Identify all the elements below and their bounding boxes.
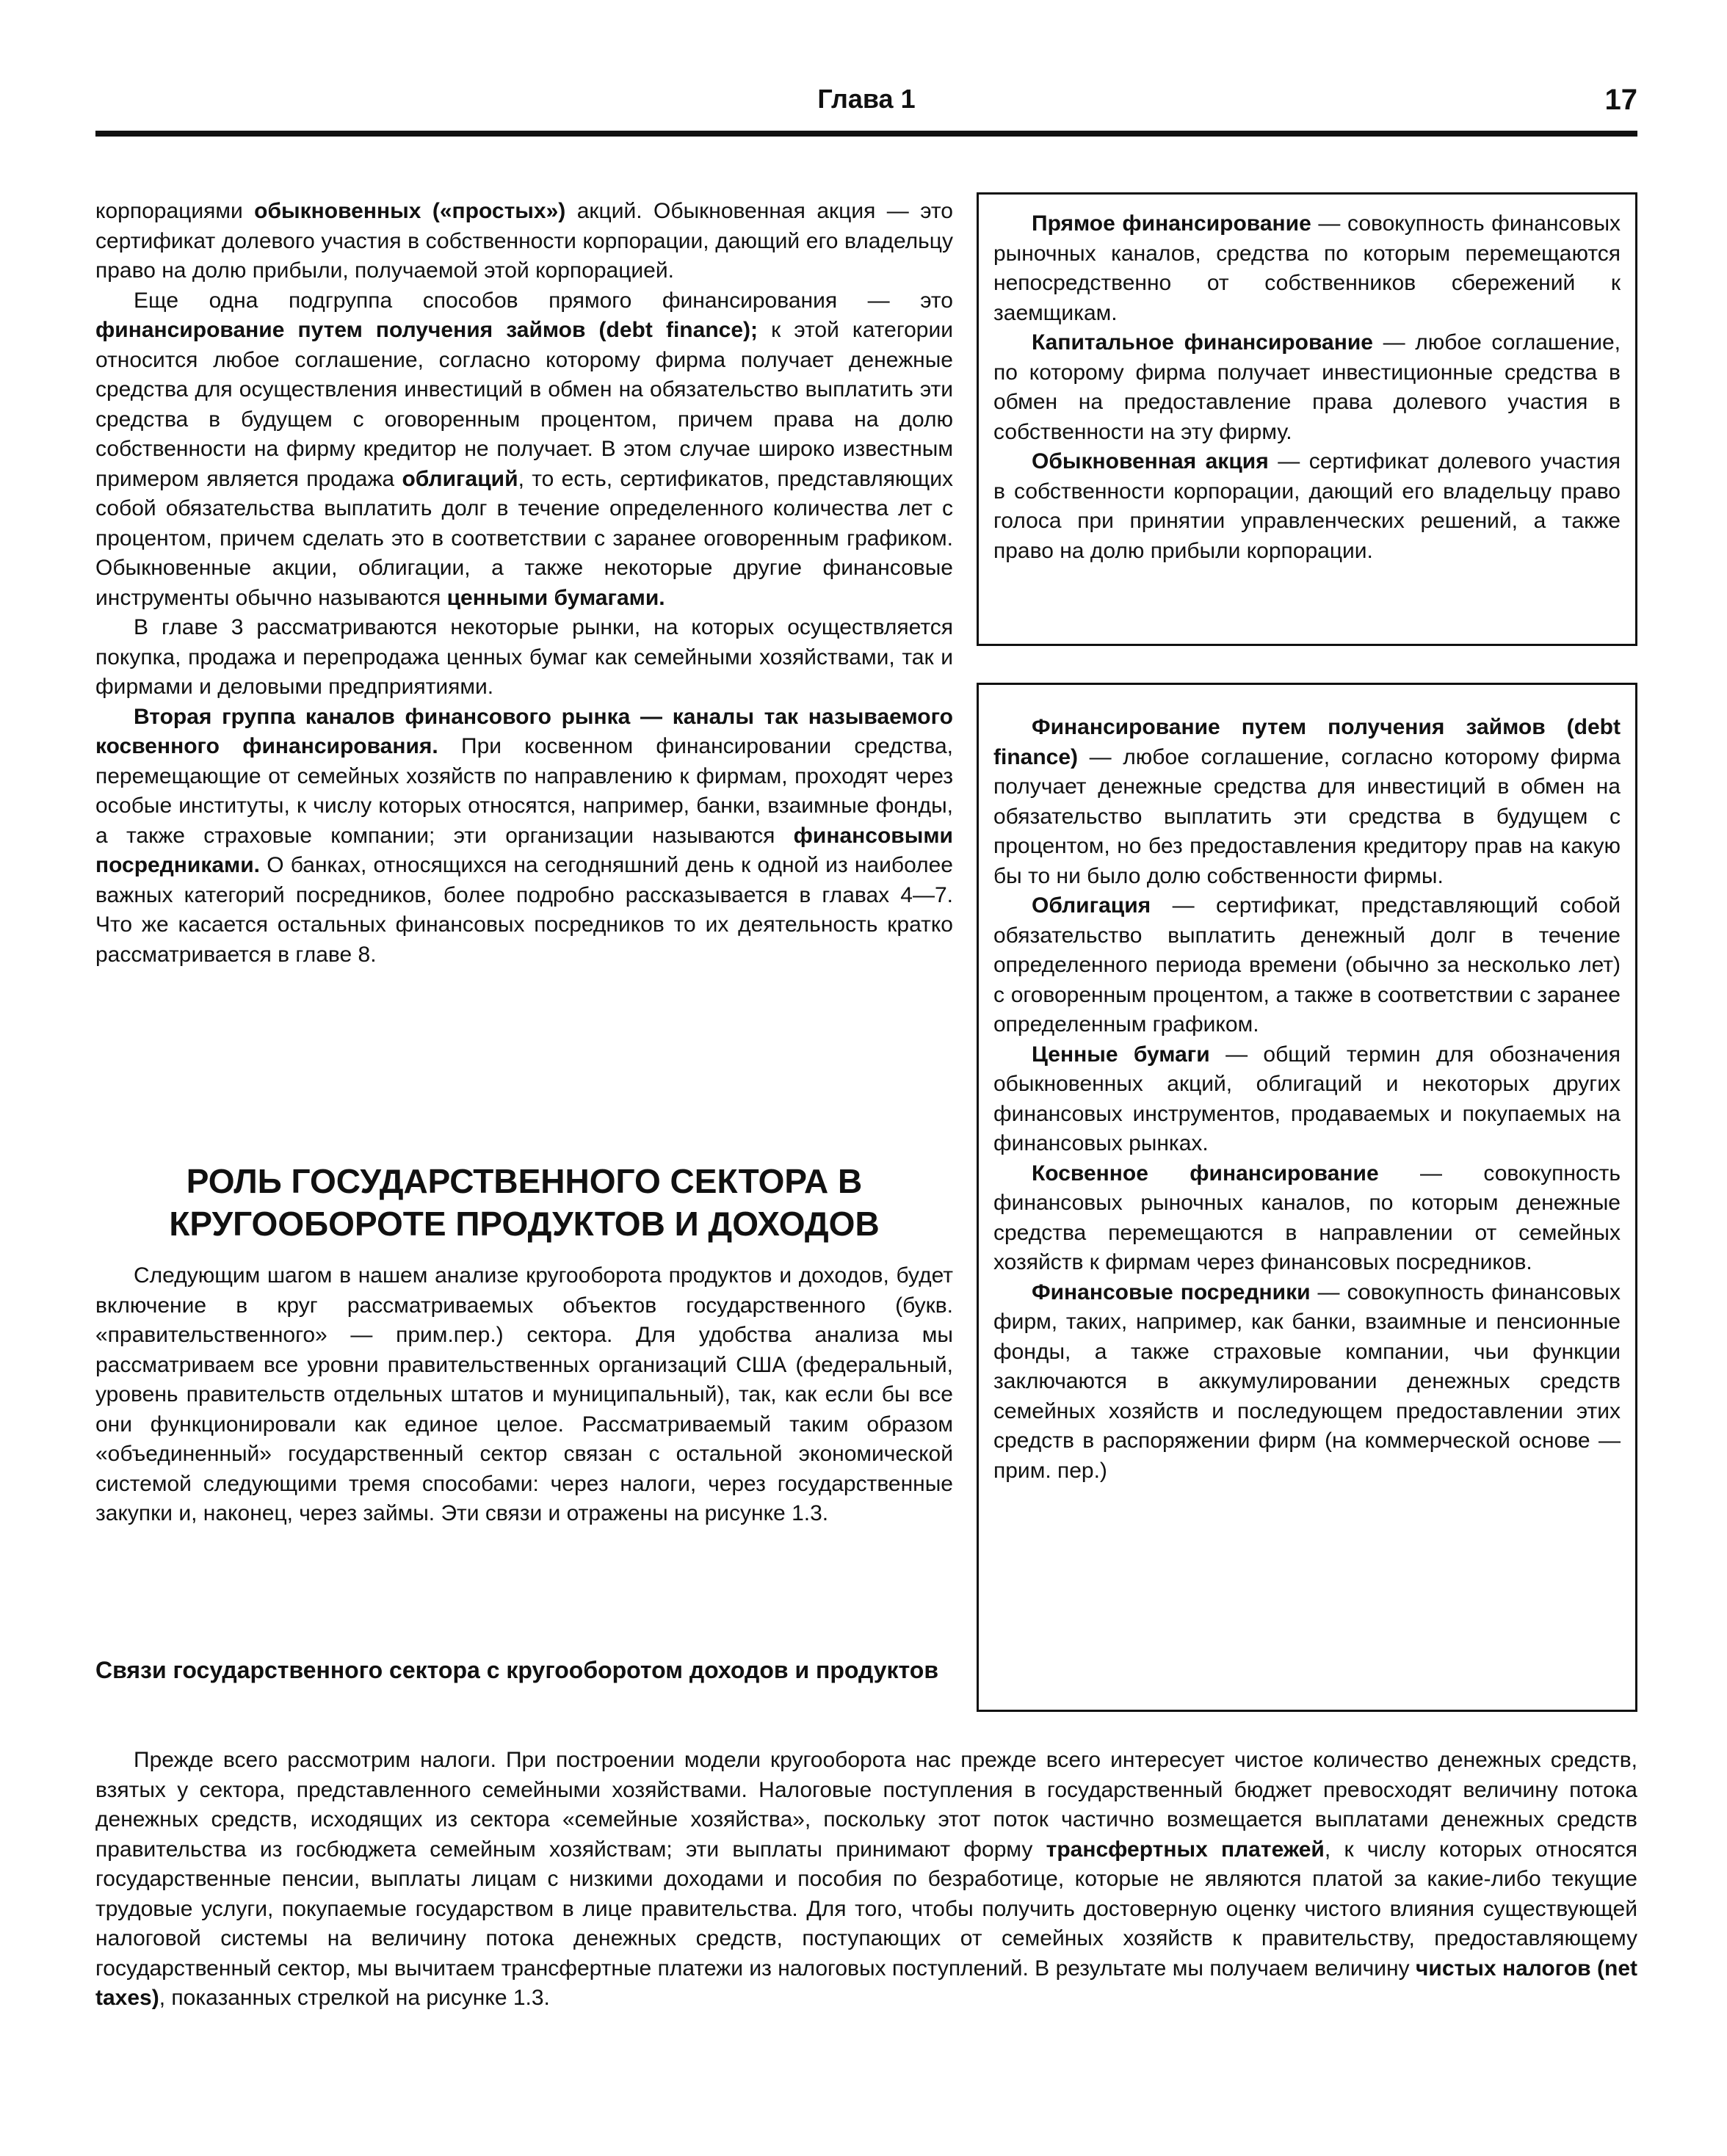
paragraph-indirect-finance: Вторая группа каналов финансового рынка — каналы так называемого косвенного финансирования. При косвенном финансировании средства, перемещающие от семейных хозяйств по направлению к фирмам, проходят через особые институты, к числу которых относятся, например, банки, взаимные фонды, а также страховые компании; эти организации называются финансовыми посредниками. О банках, относящихся на сегодняшний день к одной из наиболее важных категорий посредников, более подробно рассказывается в главах 4—7. Что же касается остальных финансовых посредников то их деятельность кратко рассматривается в главе 8.: [95, 704, 953, 967]
bold-term: трансфертных платежей: [1046, 1837, 1325, 1862]
definition-indirect-finance: Косвенное финансирование — совокупность финансовых рыночных каналов, по которым денежные средства перемещаются в направлении от семейных хозяйств к фирмам через финансовых посредников.: [993, 1161, 1621, 1274]
section-title: [95, 1160, 953, 1245]
left-column-top: [95, 197, 953, 970]
definition-bond: Облигация — сертификат, представляющий собой обязательство выплатить денежный долг в течение определенного периода времени (обычно за несколько лет) с оговоренным процентом, а также в соответствии с заранее определенным графиком.: [993, 893, 1621, 1037]
bold-term: Финансирование путем получения займов (debt finance): [993, 715, 1621, 769]
section-title-line-1: РОЛЬ ГОСУДАРСТВЕННОГО СЕКТОРА В: [186, 1162, 863, 1200]
bold-term: Вторая группа каналов финансового рынка — каналы так называемого косвенного финансирования.: [95, 704, 953, 758]
definition-securities: Ценные бумаги — общий термин для обозначения обыкновенных акций, облигаций и некоторых других финансовых инструментов, продаваемых и покупаемых на финансовых рынках.: [993, 1042, 1621, 1155]
bold-term: Финансовые посредники: [1032, 1280, 1311, 1304]
definition-common-stock: Обыкновенная акция — сертификат долевого участия в собственности корпорации, дающий его владельцу право голоса при принятии управленческих решений, а также право на долю прибыли корпорации.: [993, 449, 1621, 563]
section-title-line-2: КРУГООБОРОТЕ ПРОДУКТОВ И ДОХОДОВ: [169, 1205, 880, 1243]
definitions-box-2: [977, 683, 1637, 1712]
bold-term: финансирование путем получения займов (debt finance);: [95, 318, 758, 342]
paragraph-chapter3: В главе 3 рассматриваются некоторые рынки, на которых осуществляется покупка, продажа и перепродажа ценных бумаг как семейными хозяйствами, так и фирмами и деловыми предприятиями.: [95, 615, 953, 699]
paragraph-taxes: Прежде всего рассмотрим налоги. При построении модели кругооборота нас прежде всего интересует чистое количество денежных средств, взятых у сектора, представленного семейными хозяйствами. Налоговые поступления в государственный бюджет превосходят величину потока денежных средств, исходящих из сектора «семейные хозяйства», поскольку этот поток частично возмещается выплатами денежных средств правительства из госбюджета семейным хозяйствам; эти выплаты принимают форму трансфертных платежей, к числу которых относятся государственные пенсии, выплаты лицам с низкими доходами и пособия по безработице, которые не являются платой за какие-либо текущие трудовые услуги, покупаемые государством в лице правительства. Для того, чтобы получить достоверную оценку чистого влияния существующей налоговой системы на величину потока денежных средств, поступающих от семейных хозяйств к правительству, предоставляющему государственный сектор, мы вычитаем трансфертные платежи из налоговых поступлений. В результате мы получаем величину чистых налогов (net taxes), показанных стрелкой на рисунке 1.3.: [95, 1748, 1637, 2010]
definitions-box-1: [977, 192, 1637, 646]
definition-debt-finance: Финансирование путем получения займов (debt finance) — любое соглашение, согласно которому фирма получает денежные средства для инвестиций в обмен на обязательство выплатить эти средства в будущем с процентом, но без предоставления кредитору прав на какую бы то ни было долю собственности фирмы.: [993, 715, 1621, 888]
bold-term: финансовыми посредниками.: [95, 823, 953, 877]
chapter-title: Глава 1: [817, 84, 916, 114]
header-rule: [95, 131, 1637, 137]
bold-term: Косвенное финансирование: [1032, 1161, 1379, 1186]
bold-term: облигаций: [402, 466, 518, 491]
bold-term: Капитальное финансирование: [1032, 330, 1373, 355]
subheading: Связи государственного сектора с кругооборотом доходов и продуктов: [95, 1657, 939, 1683]
left-column-bottom: [95, 1261, 953, 1529]
definition-financial-intermediaries: Финансовые посредники — совокупность финансовых фирм, таких, например, как банки, взаимные и пенсионные фонды, а также страховые компании, чьи функции заключаются в аккумулировании денежных средств семейных хозяйств и последующем предоставлении этих средств в распоряжении фирм (на коммерческой основе — прим. пер.): [993, 1280, 1621, 1483]
bold-term: Ценные бумаги: [1032, 1042, 1210, 1067]
bold-term: Обыкновенная акция: [1032, 449, 1269, 473]
paragraph-common-stock: корпорациями обыкновенных («простых») акций. Обыкновенная акция — это сертификат долевого участия в собственности корпорации, дающий его владельцу право на долю прибыли, получаемой этой корпорацией.: [95, 199, 953, 283]
bold-term: Облигация: [1032, 893, 1151, 918]
page-header: [95, 81, 1637, 125]
bold-term: ценными бумагами.: [446, 585, 665, 610]
page-number: 17: [1604, 84, 1637, 116]
bold-term: чистых налогов (net taxes): [95, 1956, 1637, 2010]
bold-term: обыкновенных («простых»): [254, 199, 566, 223]
bottom-full-width: [95, 1746, 1637, 2014]
definition-direct-finance: Прямое финансирование — совокупность финансовых рыночных каналов, средства по которым перемещаются непосредственно от собственников сбережений к заемщикам.: [993, 211, 1621, 325]
bold-term: Прямое финансирование: [1032, 211, 1311, 236]
definition-equity-finance: Капитальное финансирование — любое соглашение, по которому фирма получает инвестиционные средства в обмен на предоставление права долевого участия в собственности на эту фирму.: [993, 330, 1621, 444]
paragraph-debt-finance: Еще одна подгруппа способов прямого финансирования — это финансирование путем получения займов (debt finance); к этой категории относится любое соглашение, согласно которому фирма получает денежные средства для осуществления инвестиций в обмен на обязательство выплатить эти средства в будущем с оговоренным процентом, причем права на долю собственности на фирму кредитор не получает. В этом случае широко известным примером является продажа облигаций, то есть, сертификатов, представляющих собой обязательства выплатить долг в течение определенного количества лет с процентом, причем сделать это в соответствии с заранее оговоренным графиком. Обыкновенные акции, облигации, а также некоторые другие финансовые инструменты обычно называются ценными бумагами.: [95, 288, 953, 610]
paragraph-government-sector: Следующим шагом в нашем анализе кругооборота продуктов и доходов, будет включение в круг рассматриваемых объектов государственного (букв. «правительственного» — прим.пер.) сектора. Для удобства анализа мы рассматриваем все уровни правительственных организаций США (федеральный, уровень правительств отдельных штатов и муниципальный), так, как если бы все они функционировали как единое целое. Рассматриваемый таким образом «объединенный» государственный сектор связан с остальной экономической системой следующими тремя способами: через налоги, через государственные закупки и, наконец, через займы. Эти связи и отражены на рисунке 1.3.: [95, 1263, 953, 1525]
